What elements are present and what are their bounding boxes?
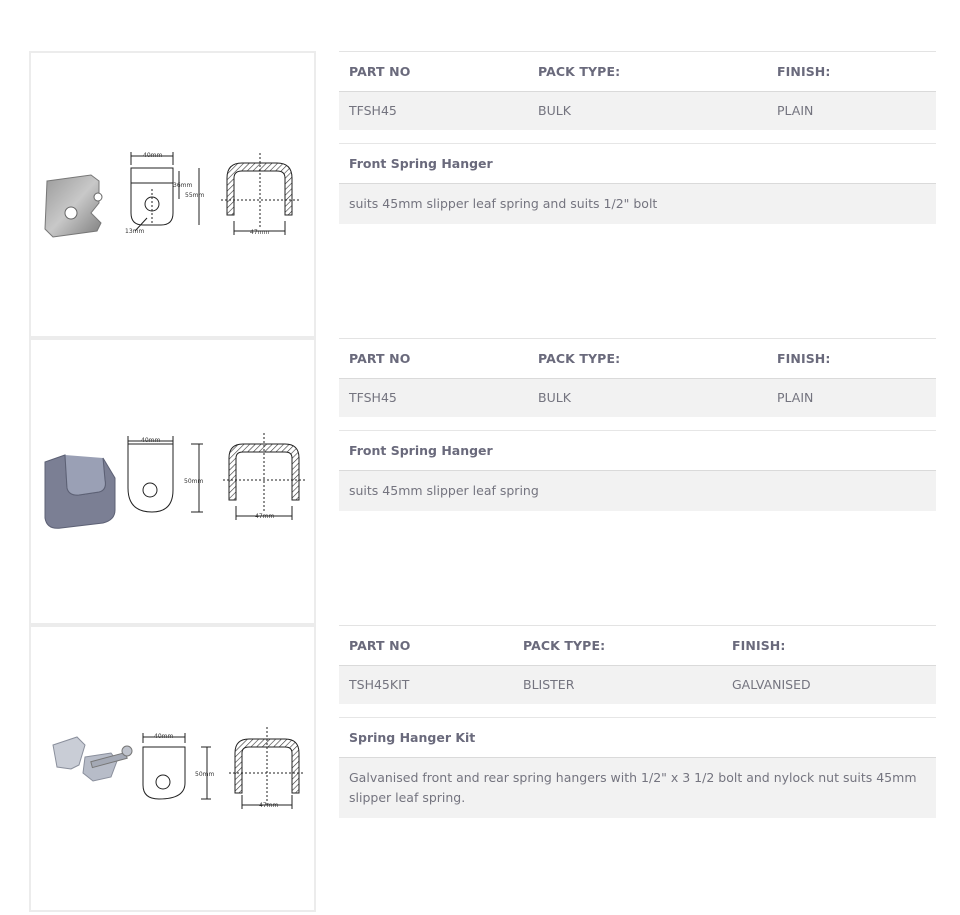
dim-depth: 47mm [259, 802, 279, 809]
spec-value-row [339, 666, 936, 704]
dim-depth: 47mm [255, 513, 275, 520]
product-image[interactable] [29, 625, 316, 912]
dim-depth: 47mm [250, 229, 270, 236]
spec-header-row [339, 51, 936, 92]
dim-width: 40mm [141, 437, 161, 444]
dim-height1: 36mm [173, 182, 193, 189]
dim-width: 40mm [143, 152, 163, 159]
product-title: Front Spring Hanger [349, 443, 493, 458]
pack-type-value: BULK [538, 390, 571, 405]
dim-height: 50mm [184, 478, 204, 485]
product-title-row [339, 143, 936, 184]
pack-type-value: BULK [538, 103, 571, 118]
header-pack-type: PACK TYPE: [523, 638, 606, 653]
product-row [29, 51, 936, 338]
spec-table [339, 625, 936, 818]
product-description: suits 45mm slipper leaf spring [339, 471, 936, 511]
product-description: suits 45mm slipper leaf spring and suits 1/2" bolt [339, 184, 936, 224]
dim-height: 50mm [195, 771, 215, 778]
product-image[interactable] [29, 51, 316, 338]
spec-table [339, 51, 936, 224]
product-row [29, 338, 936, 625]
spec-header-row [339, 338, 936, 379]
pack-type-value: BLISTER [523, 677, 575, 692]
product-image[interactable] [29, 338, 316, 625]
spec-value-row [339, 92, 936, 130]
product-description: Galvanised front and rear spring hangers with 1/2" x 3 1/2 bolt and nylock nut suits 45mm slipper leaf spring. [339, 758, 936, 818]
finish-value: PLAIN [777, 390, 814, 405]
header-finish: FINISH: [777, 351, 831, 366]
spec-value-row [339, 379, 936, 417]
finish-value: PLAIN [777, 103, 814, 118]
product-row [29, 625, 936, 912]
spring-hanger-kit-drawing [31, 627, 314, 910]
header-part-no: PART NO [349, 64, 411, 79]
part-no-value: TFSH45 [349, 390, 397, 405]
product-title-row [339, 430, 936, 471]
product-title: Spring Hanger Kit [349, 730, 476, 745]
spec-header-row [339, 625, 936, 666]
spring-hanger-drawing [31, 340, 314, 623]
dim-hole: 13mm [125, 228, 145, 235]
product-title-row [339, 717, 936, 758]
part-no-value: TFSH45 [349, 103, 397, 118]
dim-width: 40mm [154, 733, 174, 740]
header-pack-type: PACK TYPE: [538, 351, 621, 366]
spec-table [339, 338, 936, 511]
header-pack-type: PACK TYPE: [538, 64, 621, 79]
product-title: Front Spring Hanger [349, 156, 493, 171]
header-part-no: PART NO [349, 638, 411, 653]
dim-height2: 55mm [185, 192, 205, 199]
part-no-value: TSH45KIT [349, 677, 410, 692]
header-part-no: PART NO [349, 351, 411, 366]
header-finish: FINISH: [732, 638, 786, 653]
finish-value: GALVANISED [732, 677, 811, 692]
spring-hanger-drawing [31, 53, 314, 336]
header-finish: FINISH: [777, 64, 831, 79]
